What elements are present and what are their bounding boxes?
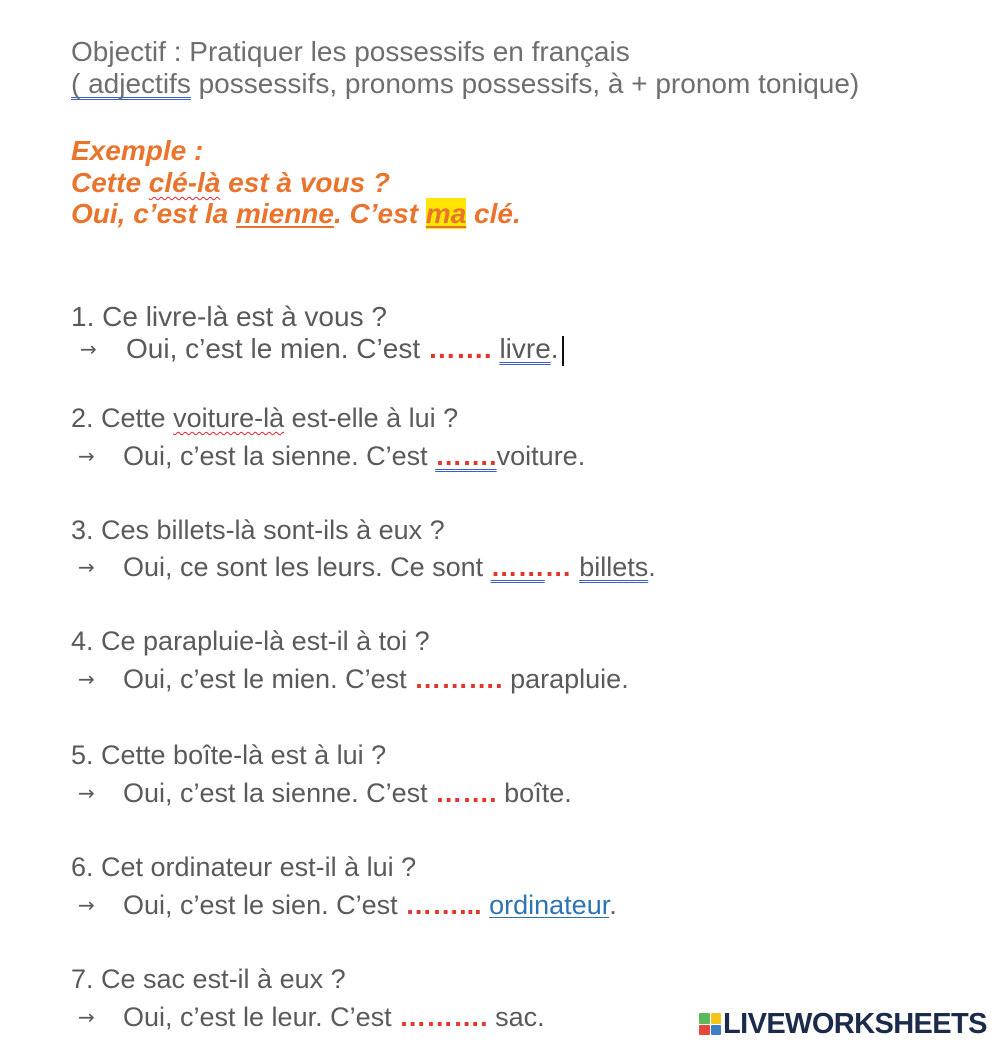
logo-tile (711, 1013, 722, 1024)
answer-text: Oui, c’est le leur. C’est (123, 1002, 400, 1032)
example-question (71, 167, 390, 199)
exercise-2-answer (123, 440, 585, 472)
answer-blank[interactable]: ………. (399, 1002, 488, 1032)
example-question-start: Cette (71, 167, 149, 198)
answer-end-text: . (550, 333, 559, 364)
answer-end-text: boîte. (496, 778, 572, 808)
example-question-flagged: clé-là (148, 167, 221, 198)
answer-blank-rest[interactable]: … (544, 552, 580, 582)
exercise-5-answer (123, 777, 572, 809)
example-answer-middle: . C’est (333, 198, 426, 229)
answer-end-text: sac. (487, 1002, 545, 1032)
exercise-6-answer (123, 889, 617, 921)
exercise-4-answer (123, 663, 629, 695)
answer-blank[interactable]: ……... (405, 890, 490, 920)
noun-text: livre (499, 333, 551, 364)
answer-blank[interactable]: …… (490, 552, 545, 582)
logo-tile (699, 1013, 710, 1024)
question-flagged-text: voiture-là (173, 403, 285, 433)
question-start-text: 2. Cette (71, 403, 174, 433)
objective-title: Objectif : Pratiquer les possessifs en français (71, 36, 630, 67)
arrow-icon: → (78, 1005, 95, 1029)
answer-blank[interactable]: ………. (414, 664, 503, 694)
objective-scope (71, 68, 859, 100)
arrow-icon: → (78, 893, 95, 917)
logo-tile (711, 1025, 722, 1036)
answer-text: Oui, c’est le mien. C’est (123, 664, 415, 694)
exercise-3-answer (123, 551, 656, 583)
answer-text: Oui, c’est la sienne. C’est (123, 778, 436, 808)
exercise-5-question: 5. Cette boîte-là est à lui ? (71, 740, 387, 770)
example-answer-pronoun: mienne (235, 198, 334, 229)
exercise-1-question: 1. Ce livre-là est à vous ? (71, 301, 387, 332)
answer-blank[interactable]: ……. (435, 778, 497, 808)
liveworksheets-logo[interactable] (699, 1008, 987, 1040)
answer-text: Oui, c’est le mien. C’est (126, 333, 428, 364)
arrow-icon: → (80, 337, 97, 361)
arrow-icon: → (78, 555, 95, 579)
arrow-icon: → (78, 444, 95, 468)
exercise-2-question (71, 402, 458, 434)
scope-flagged-text: ( adjectifs (71, 68, 191, 99)
example-answer-start: Oui, c’est la (71, 198, 236, 229)
example-question-end: est à vous ? (220, 167, 391, 198)
arrow-icon: → (78, 667, 95, 691)
logo-text: LIVEWORKSHEETS (723, 1008, 987, 1040)
answer-end-text: parapluie. (502, 664, 629, 694)
answer-text: Oui, ce sont les leurs. Ce sont (123, 552, 491, 582)
example-answer-adjective: ma (425, 198, 467, 229)
example-answer-end: clé. (466, 198, 521, 229)
answer-blank[interactable]: ……. (427, 333, 500, 364)
liveworksheets-tiles-icon (699, 1013, 721, 1035)
answer-text: Oui, c’est la sienne. C’est (123, 441, 436, 471)
arrow-icon: → (78, 781, 95, 805)
exercise-6-question: 6. Cet ordinateur est-il à lui ? (71, 852, 417, 882)
noun-text: billets (579, 552, 649, 582)
text-cursor (562, 336, 564, 366)
answer-end-text: voiture. (496, 441, 586, 471)
example-label: Exemple : (71, 135, 204, 166)
logo-tile (699, 1025, 710, 1036)
answer-end-text: . (648, 552, 656, 582)
exercise-3-question: 3. Ces billets-là sont-ils à eux ? (71, 515, 445, 545)
noun-text: ordinateur (489, 890, 610, 920)
answer-text: Oui, c’est le sien. C’est (123, 890, 406, 920)
answer-end-text: . (609, 890, 617, 920)
exercise-1-answer (126, 333, 564, 365)
exercise-7-answer (123, 1001, 545, 1033)
exercise-4-question: 4. Ce parapluie-là est-il à toi ? (71, 626, 430, 656)
question-end-text: est-elle à lui ? (284, 403, 459, 433)
example-answer (71, 198, 521, 230)
scope-rest-text: possessifs, pronoms possessifs, à + pronom tonique) (190, 68, 860, 99)
answer-blank[interactable]: ……. (435, 441, 497, 471)
exercise-7-question: 7. Ce sac est-il à eux ? (71, 964, 346, 994)
